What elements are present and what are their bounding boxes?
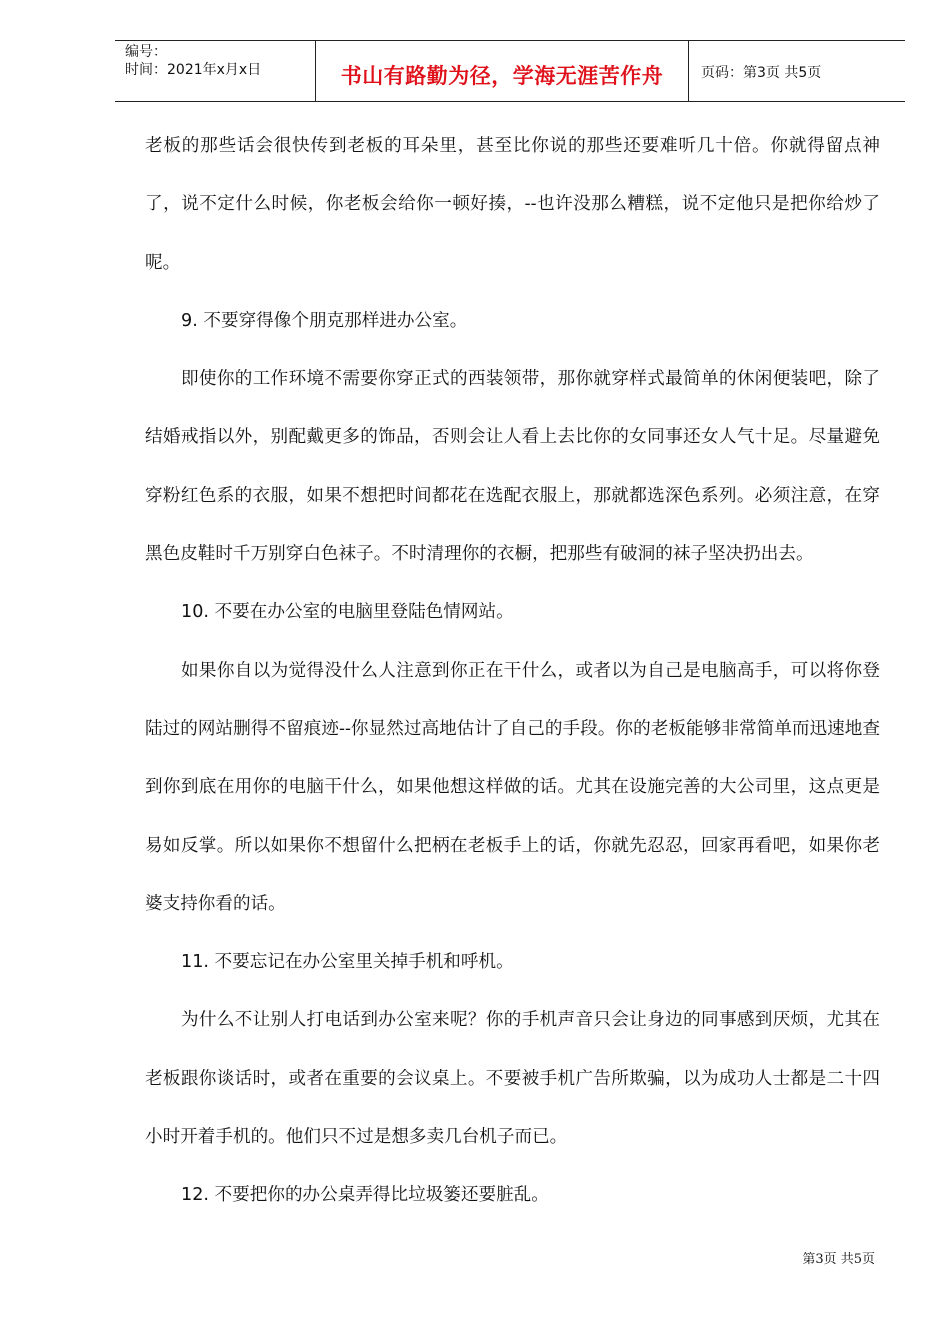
header-meta-cell <box>115 41 316 101</box>
section-title: 不要忘记在办公室里关掉手机和呼机。 <box>214 952 514 973</box>
section-number: 11. <box>181 952 209 973</box>
section-title: 不要在办公室的电脑里登陆色情网站。 <box>214 602 514 623</box>
page-header <box>115 40 905 102</box>
document-body <box>145 117 880 1225</box>
page-footer-number: 第3页 共5页 <box>802 1252 875 1267</box>
paragraph-section-10: 如果你自以为觉得没什么人注意到你正在干什么，或者以为自己是电脑高手，可以将你登陆过的网站删得不留痕迹--你显然过高地估计了自己的手段。你的老板能够非常简单而迅速地查到你到底在用你的电脑干什么，如果他想这样做的话。尤其在设施完善的大公司里，这点更是易如反掌。所以如果你不想留什么把柄在老板手上的话，你就先忍忍，回家再看吧，如果你老婆支持你看的话。 <box>145 660 880 914</box>
section-heading-11 <box>145 933 880 991</box>
section-heading-12 <box>145 1166 880 1224</box>
section-number: 10. <box>181 602 209 623</box>
document-number-label: 编号： <box>125 44 167 60</box>
header-motto-cell <box>316 41 689 101</box>
section-heading-9 <box>145 292 880 350</box>
section-title: 不要把你的办公桌弄得比垃圾篓还要脏乱。 <box>214 1185 549 1206</box>
section-title: 不要穿得像个朋克那样进办公室。 <box>203 310 468 331</box>
paragraph-section-9: 即使你的工作环境不需要你穿正式的西装领带，那你就穿样式最简单的休闲便装吧，除了结婚戒指以外，别配戴更多的饰品，否则会让人看上去比你的女同事还女人气十足。尽量避免穿粉红色系的衣服，如果不想把时间都花在选配衣服上，那就都选深色系列。必须注意，在穿黑色皮鞋时千万别穿白色袜子。不时清理你的衣橱，把那些有破洞的袜子坚决扔出去。 <box>145 369 880 565</box>
header-page-cell <box>689 41 905 101</box>
section-number: 12. <box>181 1185 209 1206</box>
header-motto: 书山有路勤为径，学海无涯苦作舟 <box>340 64 664 88</box>
document-time-label: 时间：2021年x月x日 <box>125 62 262 78</box>
paragraph-section-11: 为什么不让别人打电话到办公室来呢？你的手机声音只会让身边的同事感到厌烦，尤其在老板跟你谈话时，或者在重要的会议桌上。不要被手机广告所欺骗，以为成功人士都是二十四小时开着手机的。他们只不过是想多卖几台机子而已。 <box>145 1010 880 1148</box>
header-page-number: 页码：第3页 共5页 <box>701 65 822 81</box>
paragraph-continuation: 老板的那些话会很快传到老板的耳朵里，甚至比你说的那些还要难听几十倍。你就得留点神了，说不定什么时候，你老板会给你一顿好揍，--也许没那么糟糕，说不定他只是把你给炒了呢。 <box>145 136 880 273</box>
section-number: 9. <box>181 310 198 331</box>
section-heading-10 <box>145 583 880 641</box>
